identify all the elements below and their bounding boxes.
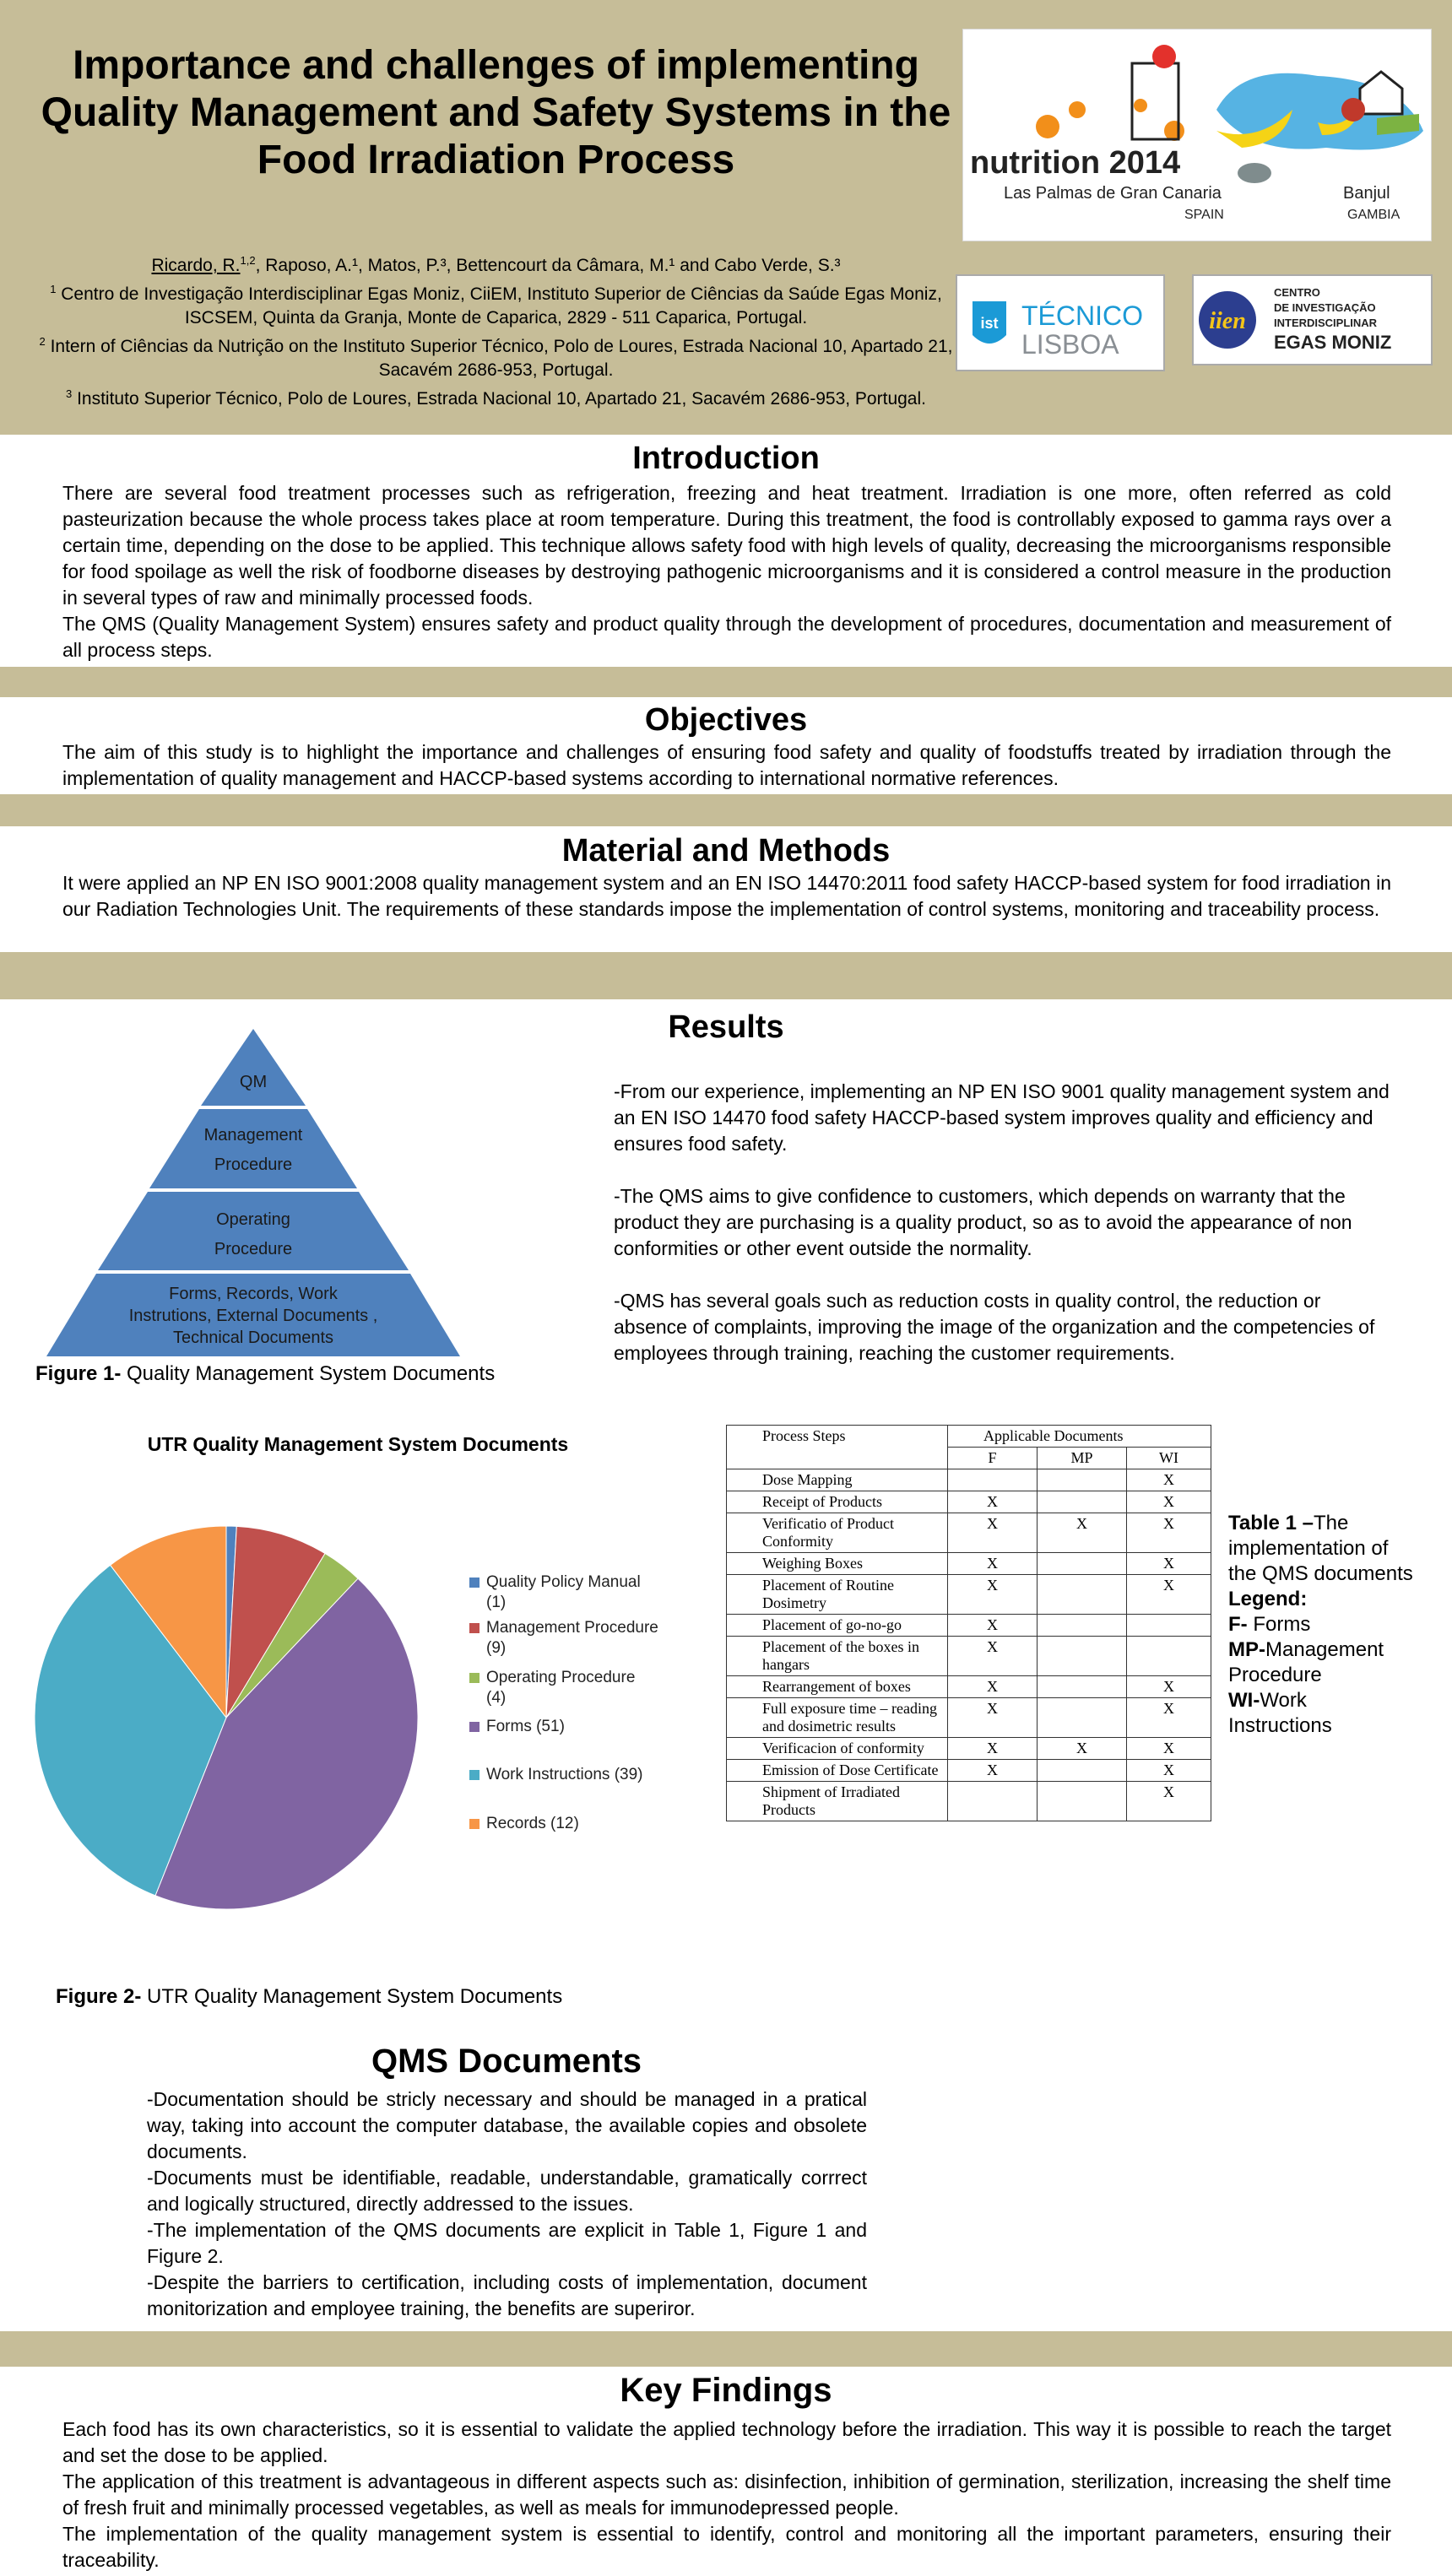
table-cell-wi: X bbox=[1127, 1698, 1211, 1738]
table-cell-step: Receipt of Products bbox=[727, 1491, 948, 1513]
table-cell-step: Verificacion of conformity bbox=[727, 1738, 948, 1760]
house-icon bbox=[1360, 72, 1402, 114]
legend-swatch bbox=[469, 1722, 479, 1732]
egas-line3: INTERDISCIPLINAR bbox=[1274, 317, 1378, 329]
egas-mark: iien bbox=[1209, 308, 1246, 334]
table-cell-step: Placement of the boxes in hangars bbox=[727, 1637, 948, 1676]
qms-pyramid-figure bbox=[42, 1026, 464, 1363]
pyramid-level-management bbox=[149, 1109, 357, 1188]
col-f: F bbox=[948, 1448, 1038, 1469]
table-cell-f: X bbox=[948, 1637, 1038, 1676]
table-cell-f: X bbox=[948, 1491, 1038, 1513]
divider-band-2 bbox=[0, 794, 1452, 826]
fruit-icon bbox=[1341, 98, 1365, 122]
legend-item-wi: WI-Work Instructions bbox=[1228, 1689, 1332, 1737]
egas-moniz-logo bbox=[1192, 274, 1433, 365]
table-row bbox=[727, 1469, 1211, 1491]
table-cell-f: X bbox=[948, 1553, 1038, 1575]
table-cell-step: Verificatio of Product Conformity bbox=[727, 1513, 948, 1553]
island-dot bbox=[1069, 101, 1086, 118]
key-findings-p2: The application of this treatment is advantageous in different aspects such as: disinfection, inhibition of germination, sterilization, increasing the shelf time of fresh fruit and minimally processed vegetables, as well as meals for immunodepressed people. bbox=[62, 2470, 1391, 2519]
objectives-p1: The aim of this study is to highlight the importance and challenges of ensuring food safety and quality of foodstuffs treated by irradiation through the implementation of quality management and HACCP-based systems according to international normative references. bbox=[62, 741, 1391, 789]
methods-p1: It were applied an NP EN ISO 9001:2008 quality management system and an EN ISO 14470:2011 food safety HACCP-based system for food irradiation in our Radiation Technologies Unit. The requirements of these standards impose the implementation of control systems, monitoring and traceability process. bbox=[62, 872, 1391, 920]
table-cell-wi bbox=[1127, 1637, 1211, 1676]
table-cell-step: Placement of go-no-go bbox=[727, 1615, 948, 1637]
figure2-caption-text: UTR Quality Management System Documents bbox=[141, 1985, 563, 2008]
col-mp: MP bbox=[1038, 1448, 1127, 1469]
table-cell-f: X bbox=[948, 1575, 1038, 1615]
legend-swatch bbox=[469, 1578, 479, 1588]
divider-band-4 bbox=[0, 2331, 1452, 2367]
table-cell-mp bbox=[1038, 1469, 1127, 1491]
results-p3: -QMS has several goals such as reduction costs in quality control, the reduction or absence of complaints, improving the image of the organization and the competencies of employees through training, reaching the customer requirements. bbox=[614, 1290, 1375, 1364]
table-cell-wi: X bbox=[1127, 1575, 1211, 1615]
nutrition-logo-city: Las Palmas de Gran Canaria bbox=[1004, 184, 1222, 203]
methods-text bbox=[62, 870, 1391, 923]
results-heading: Results bbox=[668, 1009, 784, 1045]
table-cell-mp bbox=[1038, 1782, 1127, 1821]
legend-entry: Quality Policy Manual (1) bbox=[486, 1573, 641, 1611]
table1-legend bbox=[1228, 1511, 1414, 1739]
qms-p2: -Documents must be identifiable, readable, understandable, gramatically corrrect and logically structured, directly addressed to the issues. bbox=[147, 2167, 867, 2215]
table-cell-f bbox=[948, 1469, 1038, 1491]
table-row bbox=[727, 1553, 1211, 1575]
key-findings-p3: The implementation of the quality management system is essential to identify, control and monitoring all the important parameters, ensuring their traceability. bbox=[62, 2523, 1391, 2571]
methods-heading: Material and Methods bbox=[561, 833, 891, 869]
figure1-caption-label: Figure 1- bbox=[35, 1362, 122, 1385]
island-dot bbox=[1134, 99, 1147, 112]
table-row bbox=[727, 1637, 1211, 1676]
pyramid-label: QM bbox=[239, 1073, 268, 1091]
table-cell-mp bbox=[1038, 1615, 1127, 1637]
authors-rest: , Raposo, A.¹, Matos, P.³, Bettencourt da Câmara, M.¹ and Cabo Verde, S.³ bbox=[255, 256, 841, 275]
pyramid-label: Operating bbox=[216, 1210, 290, 1229]
tecnico-mark: ist bbox=[980, 315, 999, 332]
results-p2: -The QMS aims to give confidence to customers, which depends on warranty that the product they are purchasing is a quality product, so as to avoid the appearance of non conformities or other event outside the normality. bbox=[614, 1185, 1352, 1259]
pyramid-label: Technical Documents bbox=[172, 1329, 334, 1347]
table-cell-f: X bbox=[948, 1676, 1038, 1698]
table-cell-wi: X bbox=[1127, 1513, 1211, 1553]
egas-line4: EGAS MONIZ bbox=[1274, 332, 1392, 353]
legend-entry: Operating Procedure (4) bbox=[486, 1669, 636, 1707]
table-cell-mp bbox=[1038, 1491, 1127, 1513]
table-cell-f: X bbox=[948, 1738, 1038, 1760]
table-cell-wi: X bbox=[1127, 1553, 1211, 1575]
introduction-p2: The QMS (Quality Management System) ensures safety and product quality through the development of procedures, documentation and measurement of all process steps. bbox=[62, 613, 1391, 661]
table-cell-f: X bbox=[948, 1760, 1038, 1782]
pie-chart-title: UTR Quality Management System Documents bbox=[147, 1433, 569, 1455]
table-cell-step: Weighing Boxes bbox=[727, 1553, 948, 1575]
legend-entry: Forms (51) bbox=[486, 1718, 565, 1735]
table-cell-wi: X bbox=[1127, 1469, 1211, 1491]
table-row bbox=[727, 1513, 1211, 1553]
tecnico-line2: LISBOA bbox=[1021, 329, 1119, 360]
nutrition-2014-logo bbox=[962, 29, 1432, 241]
legend-entry: Work Instructions (39) bbox=[486, 1766, 643, 1783]
table-cell-step: Full exposure time – reading and dosimetric results bbox=[727, 1698, 948, 1738]
table-cell-wi: X bbox=[1127, 1738, 1211, 1760]
egas-line2: DE INVESTIGAÇÃO bbox=[1274, 301, 1376, 314]
legend-swatch bbox=[469, 1770, 479, 1780]
key-findings-p1: Each food has its own characteristics, so it is essential to validate the applied technology before the irradiation. This way it is possible to reach the target and set the dose to be applied. bbox=[62, 2418, 1391, 2466]
table1-caption-text: The implementation of the QMS documents bbox=[1228, 1512, 1413, 1585]
col-wi: WI bbox=[1127, 1448, 1211, 1469]
table-row bbox=[727, 1615, 1211, 1637]
key-findings-text bbox=[62, 2416, 1391, 2573]
poster-title: Importance and challenges of implementing Quality Management and Safety Systems in the Food Irradiation Process bbox=[41, 43, 951, 182]
table-cell-mp: X bbox=[1038, 1513, 1127, 1553]
utr-pie-chart bbox=[0, 1418, 718, 1924]
qms-text bbox=[147, 2086, 867, 2322]
table-cell-step: Rearrangement of boxes bbox=[727, 1676, 948, 1698]
key-findings-heading: Key Findings bbox=[620, 2372, 832, 2409]
table-row bbox=[727, 1575, 1211, 1615]
process-steps-table bbox=[726, 1425, 1211, 1821]
pyramid-level-qm bbox=[201, 1029, 306, 1106]
nutrition-logo-country2: GAMBIA bbox=[1347, 208, 1401, 222]
table-cell-wi: X bbox=[1127, 1760, 1211, 1782]
affiliation-2: $^2$ Intern of Ciências da Nutrição on the Instituto Superior Técnico, Polo de Loures, Estrada Nacional 10, Apartado 21, Sacavém 2686-953, Portugal. bbox=[39, 335, 953, 380]
table-row bbox=[727, 1676, 1211, 1698]
figure1-caption bbox=[35, 1362, 576, 1386]
table-cell-mp bbox=[1038, 1760, 1127, 1782]
table-cell-f: X bbox=[948, 1513, 1038, 1553]
table-row bbox=[727, 1760, 1211, 1782]
introduction-p1: There are several food treatment processes such as refrigeration, freezing and heat treatment. Irradiation is one more, often referred as cold pasteurization because the whole process takes place at room temperature. During this treatment, the food is controllably exposed to gamma rays over a certain time, depending on the dose to be applied. This technique allows safety food with high levels of quality, decreasing the microorganisms responsible for food spoilage as well the risk of foodborne diseases by destroying pathogenic microorganisms and it is considered a control measure in the production in several types of raw and minimally processed foods. bbox=[62, 482, 1391, 609]
nutrition-logo-art bbox=[963, 30, 1433, 242]
results-p1: -From our experience, implementing an NP EN ISO 9001 quality management system and an EN ISO 14470 food safety HACCP-based system improves quality and efficiency and ensures food safety. bbox=[614, 1080, 1390, 1155]
legend-entry: Management Procedure (9) bbox=[486, 1619, 658, 1657]
legend-item-f: F- Forms bbox=[1228, 1613, 1311, 1636]
table-cell-mp bbox=[1038, 1553, 1127, 1575]
table-cell-mp bbox=[1038, 1698, 1127, 1738]
figure2-caption-label: Figure 2- bbox=[56, 1985, 142, 2008]
qms-p3: -The implementation of the QMS documents are explicit in Table 1, Figure 1 and Figure 2. bbox=[147, 2219, 867, 2267]
sun-icon bbox=[1152, 45, 1176, 68]
legend-swatch bbox=[469, 1623, 479, 1633]
table-row bbox=[727, 1738, 1211, 1760]
affiliation-1: $^1$ Centro de Investigação Interdisciplinar Egas Moniz, CiiEM, Instituto Superior de Ciências da Saúde Egas Moniz, ISCSEM, Quinta da Granja, Monte de Caparica, 2829 - 511 Caparica, Portugal. bbox=[50, 283, 942, 327]
affiliation-3: $^3$ Instituto Superior Técnico, Polo de Loures, Estrada Nacional 10, Apartado 21, Sacavém 2686-953, Portugal. bbox=[66, 387, 926, 409]
table-row bbox=[727, 1782, 1211, 1821]
table-cell-step: Dose Mapping bbox=[727, 1469, 948, 1491]
pyramid-label: Instrutions, External Documents , bbox=[128, 1307, 378, 1325]
pyramid-label: Procedure bbox=[214, 1155, 293, 1174]
table1-caption bbox=[1228, 1511, 1414, 1587]
tecnico-lisboa-logo bbox=[956, 274, 1165, 371]
table-row bbox=[727, 1491, 1211, 1513]
authors-block bbox=[34, 249, 958, 411]
table-row bbox=[727, 1698, 1211, 1738]
col-process-steps: Process Steps bbox=[727, 1426, 948, 1469]
table-cell-step: Emission of Dose Certificate bbox=[727, 1760, 948, 1782]
legend-entry: Records (12) bbox=[486, 1815, 579, 1832]
qms-p1: -Documentation should be stricly necessary and should be managed in a pratical way, taking into account the computer database, the available copies and obsolete documents. bbox=[147, 2088, 867, 2162]
legend-swatch bbox=[469, 1819, 479, 1829]
objectives-text bbox=[62, 739, 1391, 792]
legend-label: Legend: bbox=[1228, 1588, 1308, 1610]
pyramid-label: Forms, Records, Work bbox=[169, 1285, 338, 1303]
table-cell-mp bbox=[1038, 1676, 1127, 1698]
tecnico-line1: TÉCNICO bbox=[1021, 300, 1143, 331]
table-cell-wi: X bbox=[1127, 1676, 1211, 1698]
objectives-heading: Objectives bbox=[644, 702, 808, 738]
col-applicable-documents: Applicable Documents bbox=[948, 1426, 1211, 1448]
introduction-text bbox=[62, 480, 1391, 663]
table-cell-wi: X bbox=[1127, 1491, 1211, 1513]
pyramid-label: Procedure bbox=[214, 1240, 293, 1258]
author-line bbox=[34, 249, 958, 278]
fish-icon bbox=[1238, 163, 1271, 183]
table-cell-mp bbox=[1038, 1637, 1127, 1676]
pyramid-label: Management bbox=[203, 1126, 303, 1145]
table-cell-step: Shipment of Irradiated Products bbox=[727, 1782, 948, 1821]
author-main: Ricardo, R. bbox=[151, 256, 241, 275]
egas-logo-art bbox=[1194, 276, 1431, 364]
table-cell-mp bbox=[1038, 1575, 1127, 1615]
table-cell-wi: X bbox=[1127, 1782, 1211, 1821]
table-cell-f: X bbox=[948, 1698, 1038, 1738]
table-cell-f: X bbox=[948, 1615, 1038, 1637]
author-main-sup: 1,2 bbox=[240, 254, 256, 267]
tecnico-logo-art bbox=[957, 276, 1163, 370]
table-header-row bbox=[727, 1426, 1211, 1448]
table-cell-mp: X bbox=[1038, 1738, 1127, 1760]
table-cell-f bbox=[948, 1782, 1038, 1821]
island-dot bbox=[1036, 115, 1059, 138]
pyramid-level-operating bbox=[98, 1192, 409, 1270]
nutrition-logo-title: nutrition 2014 bbox=[970, 145, 1181, 181]
figure1-caption-text: Quality Management System Documents bbox=[121, 1362, 496, 1385]
legend-item-mp: MP-Management Procedure bbox=[1228, 1638, 1384, 1686]
table1-caption-label: Table 1 – bbox=[1228, 1512, 1314, 1534]
table-cell-wi bbox=[1127, 1615, 1211, 1637]
figure2-caption bbox=[56, 1985, 647, 2009]
qms-p4: -Despite the barriers to certification, including costs of implementation, document monitorization and employee training, the benefits are superiror. bbox=[147, 2271, 867, 2319]
egas-line1: CENTRO bbox=[1274, 286, 1320, 299]
nutrition-logo-country: SPAIN bbox=[1184, 208, 1224, 222]
divider-band-1 bbox=[0, 667, 1452, 697]
divider-band-3 bbox=[0, 952, 1452, 999]
island-dot bbox=[1164, 121, 1184, 141]
results-text bbox=[614, 1079, 1390, 1366]
table-cell-step: Placement of Routine Dosimetry bbox=[727, 1575, 948, 1615]
nutrition-logo-city2: Banjul bbox=[1343, 184, 1390, 203]
legend-swatch bbox=[469, 1673, 479, 1683]
qms-heading: QMS Documents bbox=[371, 2043, 642, 2080]
introduction-heading: Introduction bbox=[632, 441, 820, 476]
